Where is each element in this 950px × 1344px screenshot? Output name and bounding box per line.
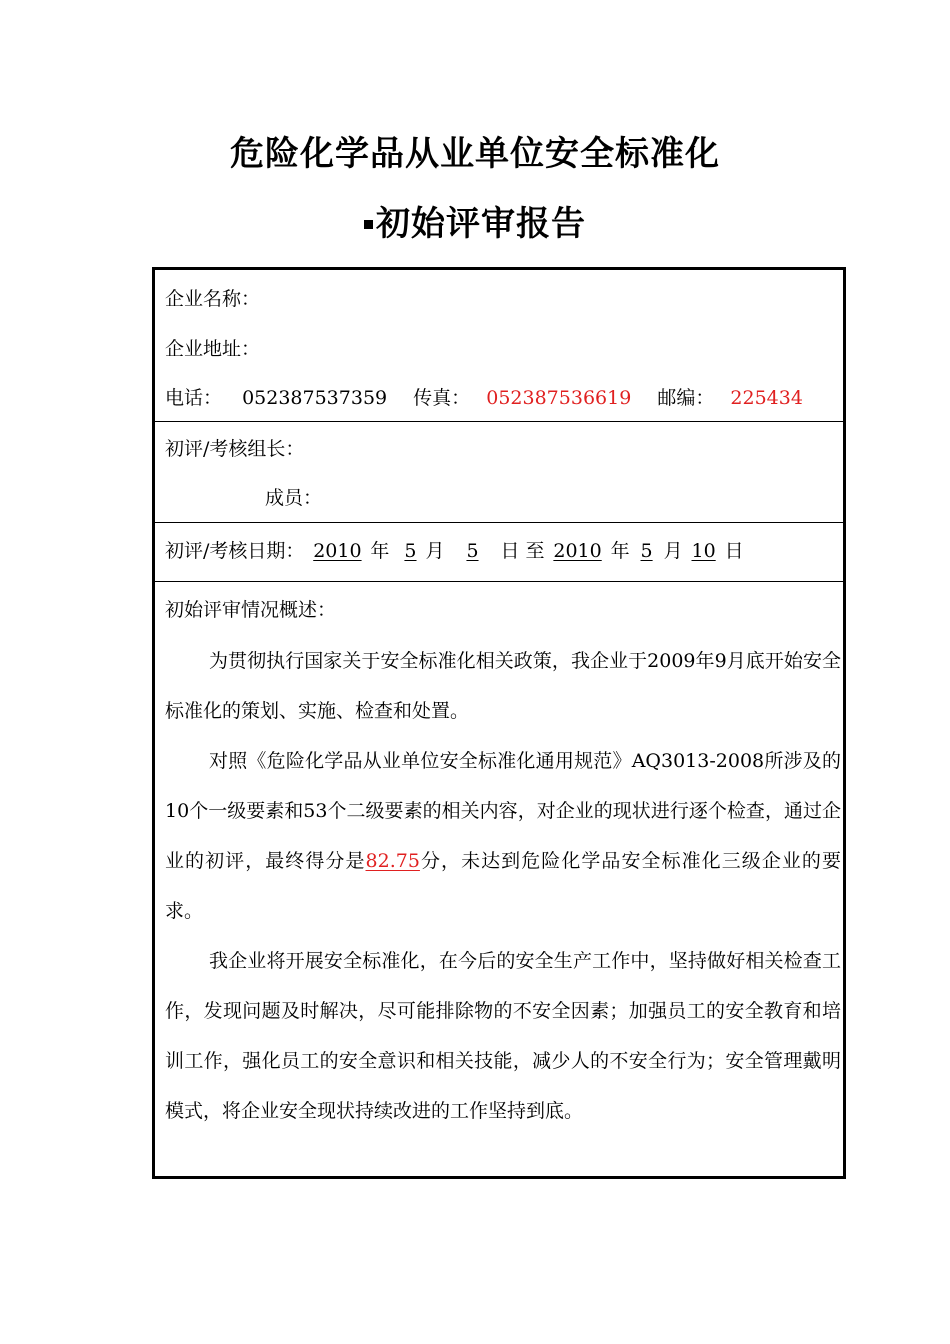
summary-paragraph-2 [165, 736, 841, 936]
company-address-row [165, 335, 260, 363]
end-day-char: 日 [724, 540, 744, 562]
summary-paragraph-1: 为贯彻执行国家关于安全标准化相关政策，我企业于2009年9月底开始安全标准化的策划、实施、检查和处置。 [165, 650, 841, 722]
postcode-label: 邮编： [657, 387, 715, 409]
start-year-char: 年 [370, 540, 390, 562]
square-bullet-icon [364, 220, 373, 229]
date-section [155, 523, 843, 582]
start-month: 5 [404, 540, 417, 562]
summary-paragraph-2-post: 分，未达到危险化学品安全标准化三级企业的要求。 [165, 850, 841, 922]
summary-paragraph-3: 我企业将开展安全标准化，在今后的安全生产工作中，坚持做好相关检查工作，发现问题及时解决，尽可能排除物的不安全因素；加强员工的安全教育和培训工作，强化员工的安全意识和相关技能，减少人的不安全行为；安全管理戴明模式，将企业安全现状持续改进的工作坚持到底。 [165, 950, 841, 1122]
end-month: 5 [640, 540, 653, 562]
phone-label: 电话： [165, 387, 223, 409]
score-value: 82.75 [365, 850, 420, 872]
report-title-line2 [0, 202, 950, 246]
fax-value: 052387536619 [486, 387, 632, 409]
report-form [152, 267, 846, 1179]
company-info-section [155, 270, 843, 422]
end-month-char: 月 [663, 540, 683, 562]
company-name-label: 企业名称： [165, 288, 261, 310]
company-address-label: 企业地址： [165, 338, 261, 360]
start-year: 2010 [313, 540, 362, 562]
team-section [155, 422, 843, 523]
summary-paragraph-2-pre: 对照《危险化学品从业单位安全标准化通用规范》AQ3013-2008所涉及的10个一级要素和53个二级要素的相关内容，对企业的现状进行逐个检查，通过企业的初评，最终得分是 [165, 750, 841, 872]
team-leader-row [165, 435, 304, 463]
postcode-value: 225434 [730, 387, 803, 409]
report-title-line1: 危险化学品从业单位安全标准化 [230, 134, 720, 174]
team-member-row [265, 484, 322, 512]
end-year: 2010 [553, 540, 602, 562]
contact-row [165, 384, 803, 412]
team-leader-label: 初评/考核组长： [165, 438, 305, 460]
team-member-label: 成员： [265, 487, 323, 509]
fax-label: 传真： [413, 387, 471, 409]
phone-value: 052387537359 [242, 387, 388, 409]
start-month-char: 月 [425, 540, 445, 562]
summary-section [155, 582, 843, 1176]
to-char: 至 [525, 540, 545, 562]
report-title-line2-text: 初始评审报告 [376, 204, 586, 244]
end-year-char: 年 [610, 540, 630, 562]
end-day: 10 [691, 540, 716, 562]
summary-heading: 初始评审情况概述： [165, 599, 337, 621]
company-name-row [165, 285, 260, 313]
start-day: 5 [466, 540, 479, 562]
start-day-char: 日 [500, 540, 520, 562]
date-row [165, 537, 744, 565]
date-label: 初评/考核日期： [165, 540, 305, 562]
